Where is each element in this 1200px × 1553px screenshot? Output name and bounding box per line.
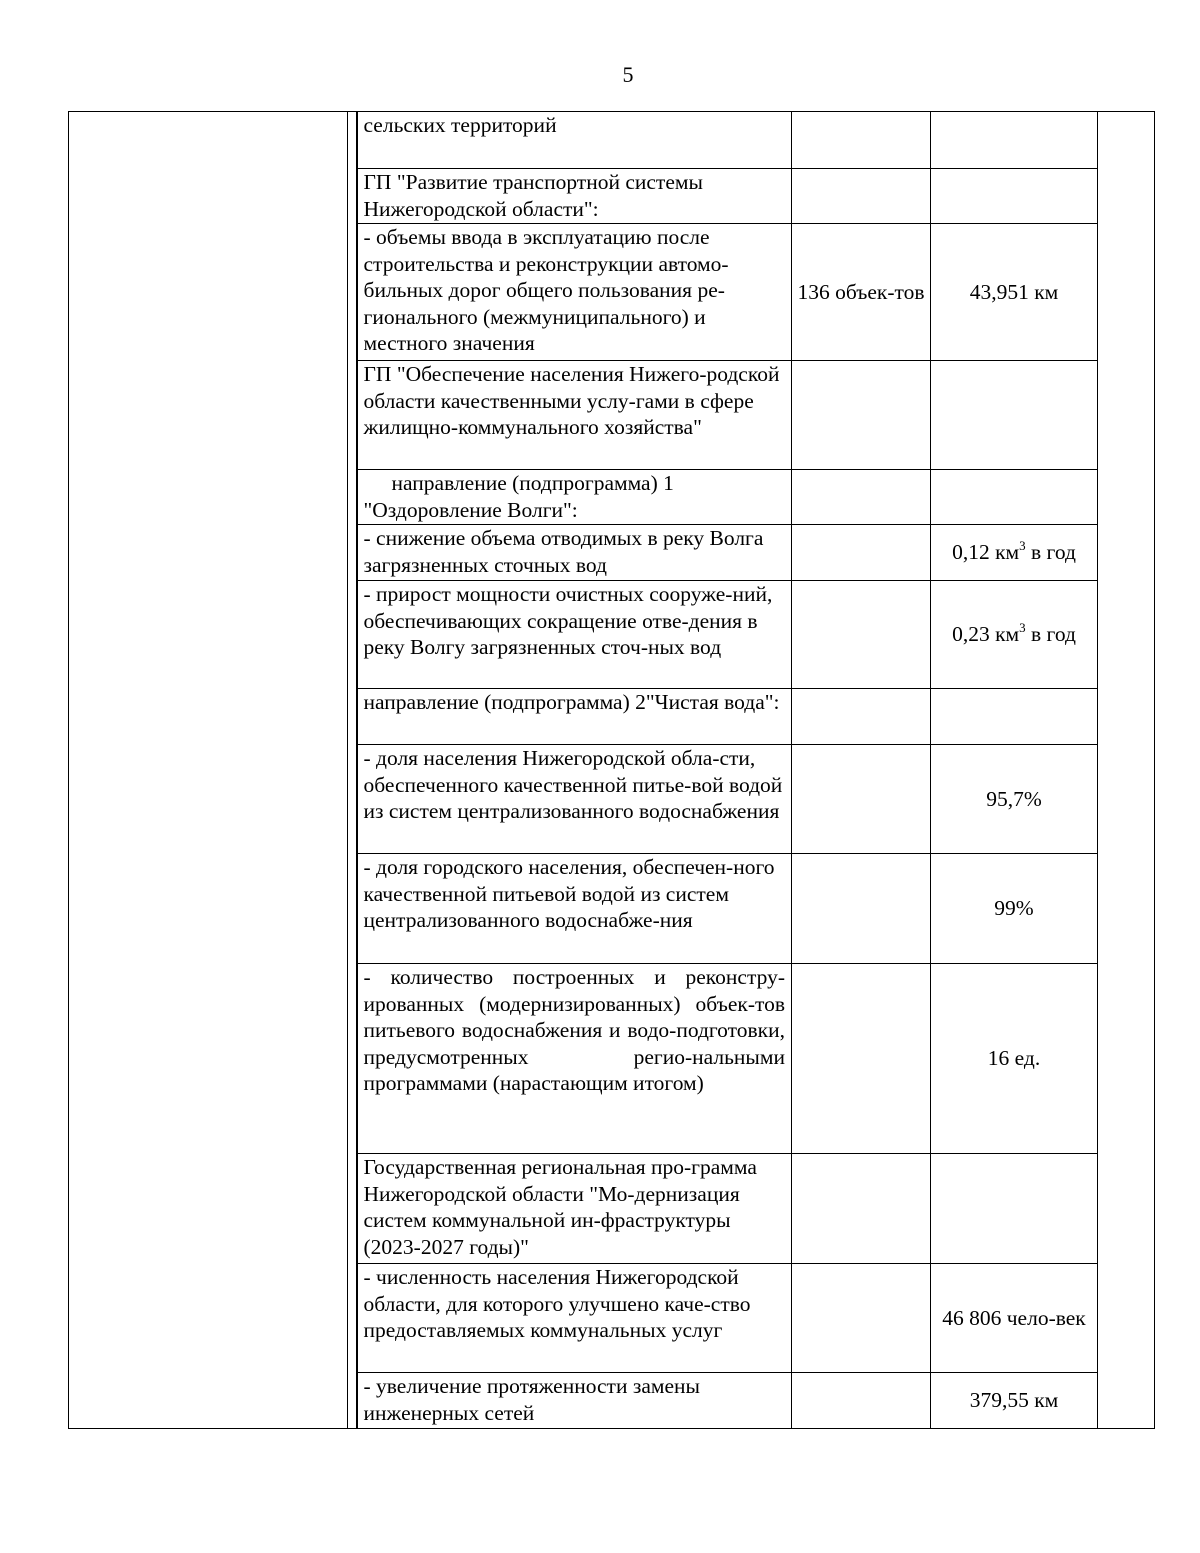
row-count <box>792 470 931 525</box>
row-description: ГП "Развитие транспортной системы Нижегородской области": <box>357 169 792 224</box>
row-description: направление (подпрограмма) 1 "Оздоровление Волги": <box>357 470 792 525</box>
row-value: 43,951 км <box>931 224 1098 361</box>
right-empty-column <box>1098 112 1155 1429</box>
row-value <box>931 361 1098 470</box>
row-description: - доля городского населения, обеспечен-ного качественной питьевой водой из систем централизованного водоснабже-ния <box>357 854 792 964</box>
row-count <box>792 964 931 1154</box>
page-number: 5 <box>622 62 634 87</box>
row-count <box>792 1154 931 1264</box>
table-row <box>69 112 1155 169</box>
row-count <box>792 361 931 470</box>
row-count <box>792 1264 931 1373</box>
row-description: - объемы ввода в эксплуатацию после строительства и реконструкции автомо-бильных дорог общего пользования ре-гионального (межмуниципального) и местного значения <box>357 224 792 361</box>
row-value <box>931 581 1098 689</box>
row-description: - доля населения Нижегородской обла-сти, обеспеченного качественной питье-вой водой из систем централизованного водоснабжения <box>357 745 792 854</box>
row-description: направление (подпрограмма) 2"Чистая вода": <box>357 689 792 745</box>
narrow-spacer-column <box>348 112 357 1429</box>
value-suffix: в год <box>1025 540 1076 565</box>
row-count <box>792 169 931 224</box>
row-value: 379,55 км <box>931 1373 1098 1429</box>
row-value: 95,7% <box>931 745 1098 854</box>
value-superscript: 3 <box>1019 620 1026 636</box>
indicators-table <box>68 111 1155 1429</box>
row-description: - численность населения Нижегородской области, для которого улучшено каче-ство предоставляемых коммунальных услуг <box>357 1264 792 1373</box>
left-empty-column <box>69 112 348 1429</box>
row-description: - прирост мощности очистных сооруже-ний, обеспечивающих сокращение отве-дения в реку Волгу загрязненных сточ-ных вод <box>357 581 792 689</box>
row-description: сельских территорий <box>357 112 792 169</box>
row-value <box>931 689 1098 745</box>
value-prefix: 0,12 км <box>952 540 1020 565</box>
row-description: Государственная региональная про-грамма Нижегородской области "Мо-дернизация систем коммунальной ин-фраструктуры (2023-2027 годы)" <box>357 1154 792 1264</box>
row-value: 16 ед. <box>931 964 1098 1154</box>
row-value <box>931 169 1098 224</box>
value-suffix: в год <box>1025 622 1076 647</box>
row-description: - увеличение протяженности замены инженерных сетей <box>357 1373 792 1429</box>
value-prefix: 0,23 км <box>952 622 1020 647</box>
row-count <box>792 745 931 854</box>
row-count <box>792 525 931 581</box>
row-count <box>792 689 931 745</box>
row-value: 46 806 чело-век <box>931 1264 1098 1373</box>
value-superscript: 3 <box>1019 538 1026 554</box>
row-description: - количество построенных и реконстру-ированных (модернизированных) объек-тов питьевого водоснабжения и водо-подготовки, предусмотренных регио-нальными программами (нарастающим итогом) <box>357 964 792 1154</box>
row-count <box>792 854 931 964</box>
row-count <box>792 581 931 689</box>
row-value <box>931 470 1098 525</box>
row-value <box>931 112 1098 169</box>
row-count <box>792 112 931 169</box>
row-value: 99% <box>931 854 1098 964</box>
row-count: 136 объек-тов <box>792 224 931 361</box>
row-value <box>931 525 1098 581</box>
row-description: - снижение объема отводимых в реку Волга загрязненных сточных вод <box>357 525 792 581</box>
row-count <box>792 1373 931 1429</box>
row-description: ГП "Обеспечение населения Нижего-родской области качественными услу-гами в сфере жилищно-коммунального хозяйства" <box>357 361 792 470</box>
row-value <box>931 1154 1098 1264</box>
